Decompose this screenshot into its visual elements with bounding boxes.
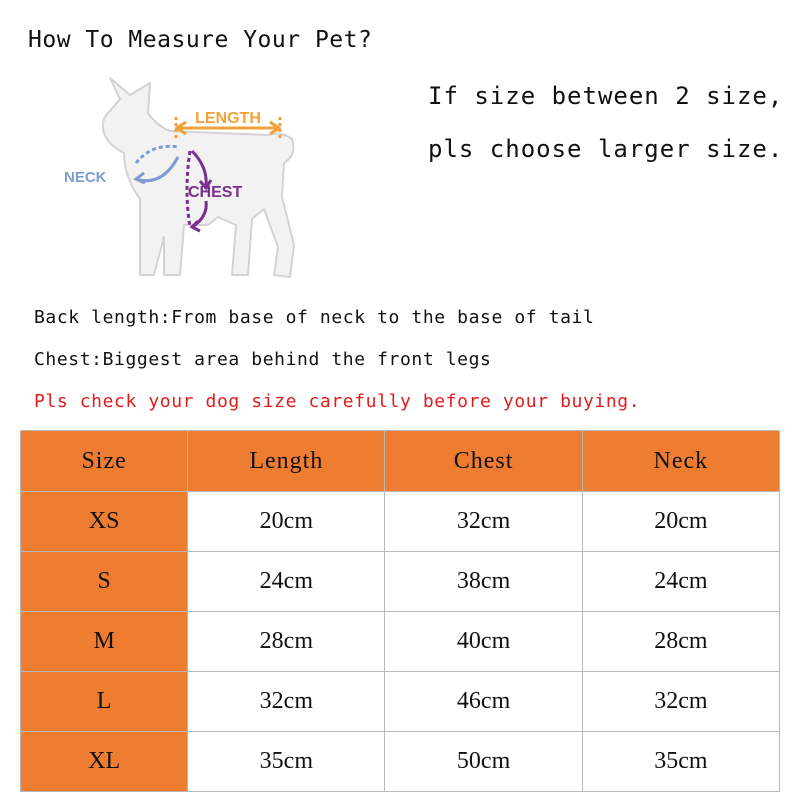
size-cell: M — [21, 612, 188, 672]
size-cell: XL — [21, 732, 188, 792]
neck-cell: 20cm — [582, 492, 779, 552]
neck-label: NECK — [64, 169, 107, 186]
header-chest: Chest — [385, 431, 582, 492]
chest-cell: 40cm — [385, 612, 582, 672]
size-cell: S — [21, 552, 188, 612]
table-header-row — [21, 431, 780, 492]
size-cell: L — [21, 672, 188, 732]
size-advice-line-1: If size between 2 size, — [428, 82, 784, 110]
header-neck: Neck — [582, 431, 779, 492]
neck-cell: 35cm — [582, 732, 779, 792]
length-cell: 32cm — [188, 672, 385, 732]
neck-cell: 28cm — [582, 612, 779, 672]
chest-cell: 46cm — [385, 672, 582, 732]
chest-note: Chest:Biggest area behind the front legs — [34, 349, 492, 370]
dog-measurement-diagram — [60, 75, 300, 285]
size-cell: XS — [21, 492, 188, 552]
chest-cell: 32cm — [385, 492, 582, 552]
length-cell: 20cm — [188, 492, 385, 552]
header-length: Length — [188, 431, 385, 492]
neck-cell: 24cm — [582, 552, 779, 612]
length-cell: 28cm — [188, 612, 385, 672]
header-size: Size — [21, 431, 188, 492]
table-row — [21, 612, 780, 672]
dog-silhouette — [103, 78, 294, 277]
page-title: How To Measure Your Pet? — [28, 27, 373, 53]
length-cell: 24cm — [188, 552, 385, 612]
table-row — [21, 672, 780, 732]
chest-cell: 38cm — [385, 552, 582, 612]
back-length-note: Back length:From base of neck to the base of tail — [34, 307, 595, 328]
size-chart-table — [20, 430, 780, 792]
size-advice-line-2: pls choose larger size. — [428, 135, 784, 163]
table-row — [21, 492, 780, 552]
neck-cell: 32cm — [582, 672, 779, 732]
table-row — [21, 552, 780, 612]
warning-note: Pls check your dog size carefully before your buying. — [34, 391, 641, 412]
chest-label: CHEST — [188, 184, 243, 201]
table-row — [21, 732, 780, 792]
length-cell: 35cm — [188, 732, 385, 792]
chest-cell: 50cm — [385, 732, 582, 792]
length-label: LENGTH — [195, 110, 261, 127]
